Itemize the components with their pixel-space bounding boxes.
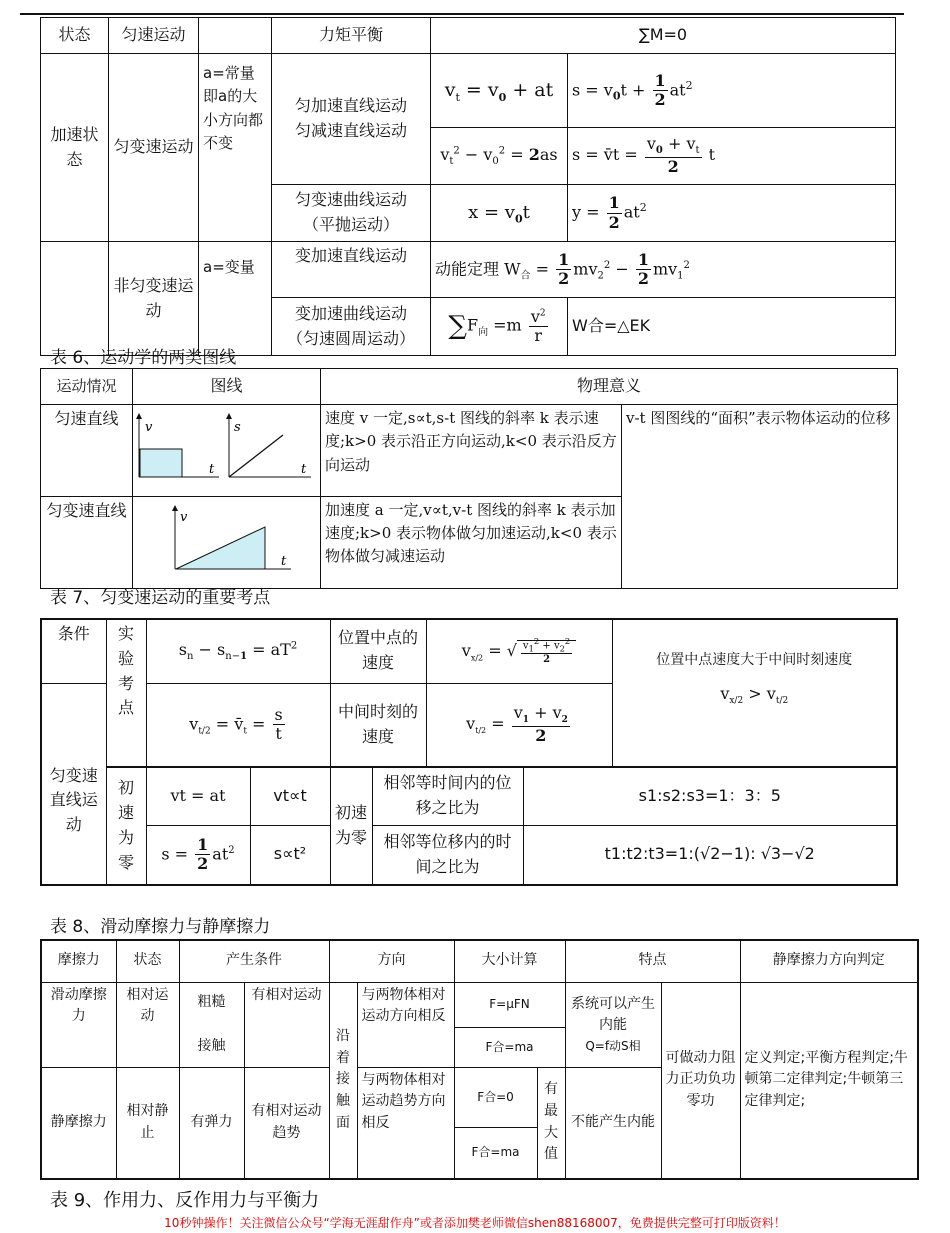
header-uniform: 匀速运动 (109, 18, 199, 54)
compare-text: 位置中点速度大于中间时刻速度 (656, 652, 853, 668)
header-case: 运动情况 (41, 369, 133, 405)
f-ma-2: F合=ma (454, 1127, 537, 1179)
arrow-icon (136, 413, 142, 419)
case-uniform: 匀速直线 (41, 405, 133, 497)
f-mu: F=μFN (454, 982, 565, 1027)
work-energy-label: 动能定理 (435, 259, 500, 278)
s-proportional: s∝t² (250, 825, 330, 885)
formula-y: y = $\frac{1}{2}$ $at^2$ (568, 185, 896, 242)
rough: 粗糙 (197, 993, 226, 1010)
non-uniform-motion: 非匀变速运动 (109, 242, 199, 356)
projectile-label: （平抛运动） (302, 215, 399, 234)
t-label: t (301, 462, 307, 477)
area-triangle (176, 527, 265, 569)
var-linear: 变加速直线运动 (272, 242, 431, 298)
no-heat: 不能产生内能 (565, 1067, 661, 1179)
header-cond: 产生条件 (179, 940, 329, 982)
footer-promo: 10秒钟操作！关注微信公众号“学海无涯甜作舟”或者添加樊老师微信shen88168007，免费提供完整可打印版资料！ (164, 1216, 786, 1230)
table-motion-graphs (40, 368, 898, 589)
circular-label: （匀速圆周运动） (286, 328, 415, 348)
formula-centripetal: $\sum F_向 =m$ $\frac{v^2}{r}$ (431, 298, 568, 356)
linear-accel: 匀加速直线运动 (294, 96, 407, 116)
vt-graph-uniform (136, 413, 219, 477)
elastic: 有弹力 (179, 1067, 244, 1179)
caption-table7: 表 7、匀变速运动的重要考点 (50, 588, 271, 608)
st-line (229, 435, 283, 477)
formula-work-energy: 动能定理 $W_合$ = $\frac{1}{2}$ $mv_2^2$ − $\frac{1}{2}$ $mv_1^2$ (431, 242, 896, 298)
f-ma-1: F合=ma (454, 1027, 565, 1067)
linear-decel: 匀减速直线运动 (294, 121, 407, 140)
graphs-uniform (133, 405, 321, 497)
adjacent-displacement: 相邻等位移内的时间之比为 (372, 825, 523, 885)
a-variable: a=变量 (199, 242, 272, 356)
judge-methods: 定义判定;平衡方程判定;牛顿第二定律判定;牛顿第三定律判定; (740, 982, 918, 1179)
rough-contact (179, 982, 244, 1067)
v-label: v (180, 509, 188, 525)
uniform-variable-motion: 匀变速运动 (109, 54, 199, 242)
s-label: s (234, 420, 241, 435)
heat-cell (565, 982, 661, 1067)
arrow-icon (226, 413, 232, 419)
t-label: t (209, 462, 215, 477)
var-curve-label: 变加速曲线运动 (294, 303, 407, 323)
heat: 系统可以产生内能 (571, 995, 655, 1034)
relative-motion: 相对运动 (116, 982, 179, 1067)
graph-uniform-accel (133, 496, 321, 588)
can-do-work: 可做动力阻力正功负功零功 (661, 982, 740, 1179)
formula-s-avg: s = v̄t = $\frac{v_0 + v_t}{2}$ t (568, 128, 896, 185)
contact: 接触 (197, 1037, 226, 1054)
formula-work: W合=△EK (568, 298, 896, 356)
case-uniform-accel: 匀变速直线 (41, 496, 133, 588)
formula-v-half: $v_{t/2}$ = $v̄_t$ = $\frac{s}{t}$ (146, 683, 330, 767)
rel-motion-cond: 有相对运动 (244, 982, 329, 1067)
header-state: 状态 (41, 18, 109, 54)
opposite-2: 与两物体相对运动趋势方向相反 (357, 1067, 454, 1179)
v-label: v (145, 420, 153, 435)
header-size: 大小计算 (454, 940, 565, 982)
max-value: 有最大值 (537, 1067, 565, 1179)
header-graph: 图线 (133, 369, 321, 405)
ratio-t: t1:t2:t3=1:(√2−1): √3−√2 (523, 825, 897, 885)
header-dir: 方向 (329, 940, 454, 982)
ratio-s: s1:s2:s3=1：3：5 (523, 767, 897, 825)
formula-vt-at: vt = at (146, 767, 250, 825)
along-surface: 沿着接触面 (329, 982, 357, 1179)
adjacent-time: 相邻等时间内的位移之比为 (372, 767, 523, 825)
header-friction: 摩擦力 (41, 940, 116, 982)
motion-trend: 有相对运动趋势 (244, 1067, 329, 1179)
formula-x: $x = v_0t$ (431, 185, 568, 242)
header-torque: 力矩平衡 (272, 18, 431, 54)
linear-accel-decel (272, 54, 431, 185)
formula-s: $s = v_0t$ + $\frac{1}{2}$ $at^2$ (568, 54, 896, 128)
header-feature: 特点 (565, 940, 740, 982)
compare-cell (612, 619, 897, 767)
curve-uniform (272, 185, 431, 242)
table-key-points (40, 618, 898, 886)
cond-header: 条件 (41, 619, 106, 683)
header-meaning: 物理意义 (321, 369, 898, 405)
formula-compare: $v_{x/2} > v_{t/2}$ (720, 683, 789, 706)
a-constant: a=常量即a的大小方向都不变 (199, 54, 272, 242)
init-zero-2: 初速为零 (330, 767, 372, 885)
mid-position: 位置中点的速度 (330, 619, 426, 683)
mid-time: 中间时刻的速度 (330, 683, 426, 767)
relative-still: 相对静止 (116, 1067, 179, 1179)
table-kinematics-states (40, 17, 896, 356)
meaning-uniform-accel: 加速度 a 一定,v∝t,v-t 图线的斜率 k 表示加速度;k>0 表示物体做匀加速运动,k<0 表示物体做匀减速运动 (321, 496, 622, 588)
v-proportional: vt∝t (250, 767, 330, 825)
meaning-uniform: 速度 v 一定,s∝t,s-t 图线的斜率 k 表示速度;k>0 表示沿正方向运动,k<0 表示沿反方向运动 (321, 405, 622, 497)
static-friction: 静摩擦力 (41, 1067, 116, 1179)
table-friction (40, 939, 919, 1180)
formula-vt2: $v_{t/2}$ = $\frac{v_1 + v_2}{2}$ (426, 683, 612, 767)
formula-sn: $s_n - s_{n-1} = aT^2$ (146, 619, 330, 683)
formula-vx2: $v_{x/2}$ = √ $\frac{v_1^2 + v_2^2}{2}$ (426, 619, 612, 683)
arrow-icon (172, 505, 178, 511)
uniform-accel-line: 匀变速直线运动 (41, 683, 106, 885)
header-judge: 静摩擦力方向判定 (740, 940, 918, 982)
var-curve (272, 298, 431, 356)
area-rect (140, 449, 182, 477)
curve-uniform-label: 匀变速曲线运动 (294, 190, 407, 210)
top-rule (20, 13, 904, 15)
meaning-area: v-t 图图线的“面积”表示物体运动的位移 (622, 405, 898, 589)
f-zero: F合=0 (454, 1067, 537, 1127)
caption-table6: 表 6、运动学的两类图线 (50, 348, 237, 368)
formula-s-half: s = $\frac{1}{2}$ $at^2$ (146, 825, 250, 885)
header-sum-m: ∑M=0 (431, 18, 896, 54)
q-formula: Q=f动S相 (585, 1038, 641, 1053)
header-state: 状态 (116, 940, 179, 982)
accel-state: 加速状态 (41, 54, 109, 242)
caption-table9: 表 9、作用力、反作用力与平衡力 (50, 1190, 320, 1211)
sliding-friction: 滑动摩擦力 (41, 982, 116, 1067)
opposite-1: 与两物体相对运动方向相反 (357, 982, 454, 1067)
formula-vt: $v_t = v_0$ + at (431, 54, 568, 128)
caption-table8: 表 8、滑动摩擦力与静摩擦力 (50, 917, 271, 937)
st-graph (226, 413, 311, 477)
init-zero-1: 初速为零 (106, 767, 146, 885)
t-label: t (281, 553, 287, 569)
exp-points: 实验考点 (106, 619, 146, 767)
uniform-graphs-svg (133, 405, 319, 488)
formula-vt2: $v_t^2 - v_0^2 = 2as$ (431, 128, 568, 185)
accel-graph-svg (133, 497, 319, 580)
